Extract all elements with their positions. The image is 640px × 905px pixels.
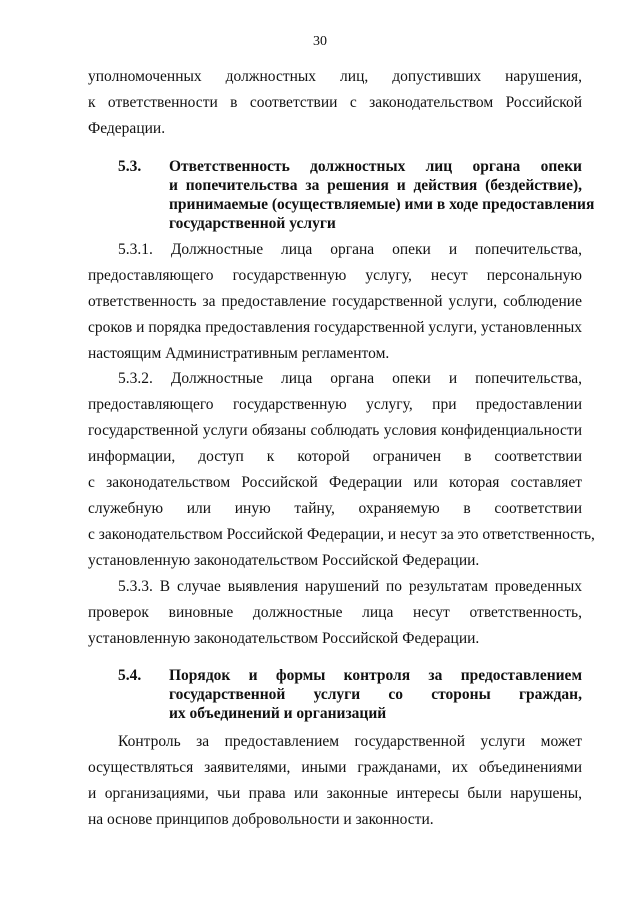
paragraph-line: осуществляться заявителями, иными гражданами, их объединениями — [88, 759, 582, 776]
paragraph-line: на основе принципов добровольности и законности. — [88, 811, 434, 828]
paragraph-line: с законодательством Российской Федерации, и несут за это ответственность, — [88, 526, 595, 543]
section-title-line: государственной услуги — [169, 215, 336, 232]
section-title-line: Порядок и формы контроля за предоставлением — [169, 667, 582, 684]
section-title-line: Ответственность должностных лиц органа опеки — [169, 158, 582, 175]
paragraph-line: служебную или иную тайну, охраняемую в соответствии — [88, 500, 582, 517]
paragraph-line: 5.3.3. В случае выявления нарушений по результатам проведенных — [118, 578, 582, 595]
page-number: 30 — [313, 34, 327, 49]
paragraph-line: ответственность за предоставление государственной услуги, соблюдение — [88, 293, 582, 310]
section-title-line: государственной услуги со стороны граждан, — [169, 686, 582, 703]
paragraph-line: установленную законодательством Российской Федерации. — [88, 630, 480, 647]
section-title-line: и попечительства за решения и действия (бездействие), — [169, 177, 582, 194]
section-number: 5.4. — [118, 667, 142, 684]
paragraph-line: настоящим Административным регламентом. — [88, 345, 390, 362]
section-number: 5.3. — [118, 158, 142, 175]
paragraph-line: и организациями, чьи права или законные интересы были нарушены, — [88, 785, 582, 802]
section-title-line: их объединений и организаций — [169, 705, 387, 722]
paragraph-line: установленную законодательством Российской Федерации. — [88, 552, 480, 569]
paragraph-line: проверок виновные должностные лица несут ответственность, — [88, 604, 582, 621]
paragraph-line: предоставляющего государственную услугу, несут персональную — [88, 267, 582, 284]
paragraph-line: 5.3.2. Должностные лица органа опеки и попечительства, — [118, 370, 582, 387]
paragraph-line: к ответственности в соответствии с законодательством Российской — [88, 94, 582, 111]
paragraph-line: уполномоченных должностных лиц, допустивших нарушения, — [88, 68, 582, 85]
paragraph-line: Федерации. — [88, 120, 166, 137]
paragraph-line: сроков и порядка предоставления государственной услуги, установленных — [88, 319, 582, 336]
paragraph-line: 5.3.1. Должностные лица органа опеки и попечительства, — [118, 241, 582, 258]
paragraph-line: предоставляющего государственную услугу, при предоставлении — [88, 396, 582, 413]
paragraph-line: государственной услуги обязаны соблюдать условия конфиденциальности — [88, 422, 582, 439]
paragraph-line: Контроль за предоставлением государственной услуги может — [118, 733, 582, 750]
paragraph-line: информации, доступ к которой ограничен в соответствии — [88, 448, 582, 465]
section-title-line: принимаемые (осуществляемые) ими в ходе предоставления — [169, 196, 595, 213]
paragraph-line: с законодательством Российской Федерации или которая составляет — [88, 474, 582, 491]
